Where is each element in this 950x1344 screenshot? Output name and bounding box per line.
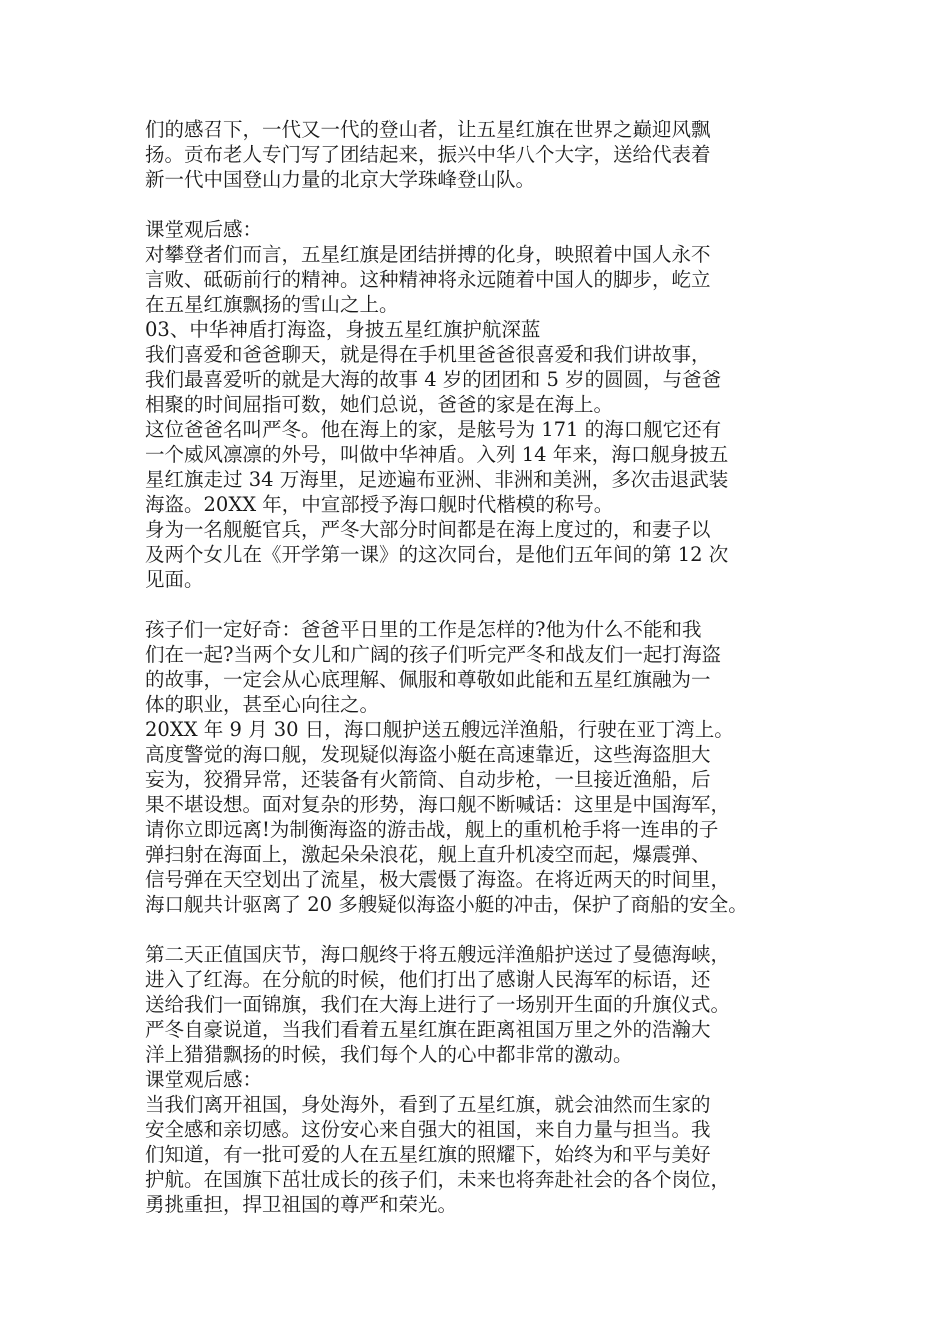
text-line: 高度警觉的海口舰，发现疑似海盗小艇在高速靠近，这些海盗胆大 [145,743,711,766]
blank-line [145,192,825,217]
text-line: 信号弹在天空划出了流星，极大震慑了海盗。在将近两天的时间里， [145,868,731,891]
text-line: 海口舰共计驱离了 20 多艘疑似海盗小艇的冲击，保护了商船的安全。 [145,893,748,916]
blank-line [145,917,825,942]
text-line: 对攀登者们而言，五星红旗是团结拼搏的化身，映照着中国人永不 [145,243,711,266]
text-line: 及两个女儿在《开学第一课》的这次同台，是他们五年间的第 12 次 [145,543,729,566]
text-line: 这位爸爸名叫严冬。他在海上的家，是舷号为 171 的海口舰它还有 [145,418,722,441]
text-line: 体的职业，甚至心向往之。 [145,693,380,716]
text-line: 们的感召下，一代又一代的登山者，让五星红旗在世界之巅迎风飘 [145,118,711,141]
text-line: 扬。贡布老人专门写了团结起来，振兴中华八个大字，送给代表着 [145,143,711,166]
text-line: 一个威风凛凛的外号，叫做中华神盾。入列 14 年来，海口舰身披五 [145,443,729,466]
text-line: 我们最喜爱听的就是大海的故事 4 岁的团团和 5 岁的圆圆，与爸爸 [145,368,722,391]
text-line: 洋上猎猎飘扬的时候，我们每个人的心中都非常的激动。 [145,1043,633,1066]
text-line: 们知道，有一批可爱的人在五星红旗的照耀下，始终为和平与美好 [145,1143,711,1166]
blank-line [145,592,825,617]
text-line: 身为一名舰艇官兵，严冬大部分时间都是在海上度过的，和妻子以 [145,518,711,541]
text-line: 相聚的时间屈指可数，她们总说，爸爸的家是在海上。 [145,393,614,416]
text-line: 03、中华神盾打海盗，身披五星红旗护航深蓝 [145,318,541,341]
text-line: 请你立即远离!为制衡海盗的游击战，舰上的重机枪手将一连串的子 [145,818,719,841]
text-line: 第二天正值国庆节，海口舰终于将五艘远洋渔船护送过了曼德海峡， [145,943,731,966]
text-line: 见面。 [145,568,204,591]
text-line: 果不堪设想。面对复杂的形势，海口舰不断喊话：这里是中国海军， [145,793,731,816]
text-line: 20XX 年 9 月 30 日，海口舰护送五艘远洋渔船，行驶在亚丁湾上。 [145,718,734,741]
text-line: 勇挑重担，捍卫祖国的尊严和荣光。 [145,1193,458,1216]
text-line: 海盗。20XX 年，中宣部授予海口舰时代楷模的称号。 [145,493,614,516]
text-line: 严冬自豪说道，当我们看着五星红旗在距离祖国万里之外的浩瀚大 [145,1018,711,1041]
document-body [145,117,825,1217]
text-line: 课堂观后感： [145,1068,263,1091]
text-line: 新一代中国登山力量的北京大学珠峰登山队。 [145,168,536,191]
text-line: 们在一起?当两个女儿和广阔的孩子们听完严冬和战友们一起打海盗 [145,643,721,666]
text-line: 孩子们一定好奇：爸爸平日里的工作是怎样的?他为什么不能和我 [145,618,702,641]
text-line: 我们喜爱和爸爸聊天，就是得在手机里爸爸很喜爱和我们讲故事， [145,343,711,366]
text-line: 言败、砥砺前行的精神。这种精神将永远随着中国人的脚步，屹立 [145,268,711,291]
text-line: 弹扫射在海面上，激起朵朵浪花，舰上直升机凌空而起，爆震弹、 [145,843,711,866]
text-line: 妄为，狡猾异常，还装备有火箭筒、自动步枪，一旦接近渔船，后 [145,768,711,791]
text-line: 的故事，一定会从心底理解、佩服和尊敬如此能和五星红旗融为一 [145,668,711,691]
text-line: 进入了红海。在分航的时候，他们打出了感谢人民海军的标语，还 [145,968,711,991]
text-line: 课堂观后感： [145,218,263,241]
text-line: 护航。在国旗下茁壮成长的孩子们，未来也将奔赴社会的各个岗位， [145,1168,731,1191]
text-line: 星红旗走过 34 万海里，足迹遍布亚洲、非洲和美洲，多次击退武装 [145,468,729,491]
text-line: 当我们离开祖国，身处海外，看到了五星红旗，就会油然而生家的 [145,1093,711,1116]
text-line: 安全感和亲切感。这份安心来自强大的祖国，来自力量与担当。我 [145,1118,711,1141]
text-line: 在五星红旗飘扬的雪山之上。 [145,293,399,316]
text-line: 送给我们一面锦旗，我们在大海上进行了一场别开生面的升旗仪式。 [145,993,731,1016]
